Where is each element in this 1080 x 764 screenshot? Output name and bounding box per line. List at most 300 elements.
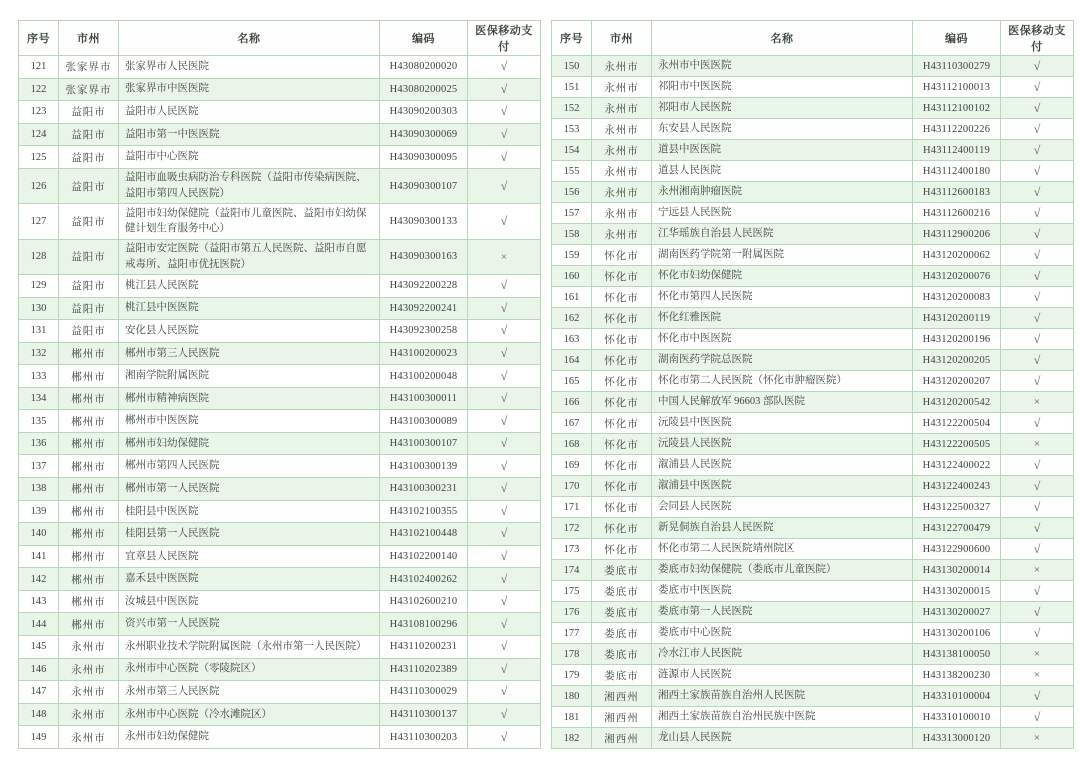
check-mark-icon: √ xyxy=(1033,625,1041,640)
cross-mark-icon: × xyxy=(1033,438,1041,450)
table-row xyxy=(19,681,541,704)
city-cell: 永州市 xyxy=(592,140,652,161)
check-mark-icon: √ xyxy=(500,213,508,228)
check-mark-icon: √ xyxy=(500,661,508,676)
code-cell: H43102600210 xyxy=(380,590,468,613)
serial-cell: 151 xyxy=(552,77,592,98)
name-cell: 永州市中医医院 xyxy=(652,56,913,77)
serial-cell: 144 xyxy=(19,613,59,636)
payment-cell xyxy=(1001,161,1074,182)
payment-cell xyxy=(1001,182,1074,203)
payment-cell xyxy=(1001,287,1074,308)
city-cell: 益阳市 xyxy=(59,123,119,146)
code-cell: H43110200231 xyxy=(380,635,468,658)
serial-cell: 143 xyxy=(19,590,59,613)
payment-cell xyxy=(468,204,541,239)
city-cell: 益阳市 xyxy=(59,168,119,203)
city-cell: 郴州市 xyxy=(59,590,119,613)
check-mark-icon: √ xyxy=(500,126,508,141)
name-cell: 永州职业技术学院附属医院（永州市第一人民医院） xyxy=(119,635,380,658)
city-cell: 怀化市 xyxy=(592,497,652,518)
name-cell: 怀化市中医医院 xyxy=(652,329,913,350)
check-mark-icon: √ xyxy=(500,458,508,473)
code-cell: H43112400119 xyxy=(913,140,1001,161)
table-row xyxy=(19,545,541,568)
code-cell: H43112600183 xyxy=(913,182,1001,203)
code-cell: H43130200106 xyxy=(913,623,1001,644)
code-cell: H43080200020 xyxy=(380,56,468,79)
city-cell: 益阳市 xyxy=(59,297,119,320)
check-mark-icon: √ xyxy=(1033,541,1041,556)
table-row xyxy=(552,203,1074,224)
table-row xyxy=(552,728,1074,749)
check-mark-icon: √ xyxy=(500,706,508,721)
serial-cell: 130 xyxy=(19,297,59,320)
city-cell: 益阳市 xyxy=(59,101,119,124)
name-cell: 湘西土家族苗族自治州人民医院 xyxy=(652,686,913,707)
payment-cell xyxy=(468,500,541,523)
name-cell: 郴州市第四人民医院 xyxy=(119,455,380,478)
check-mark-icon: √ xyxy=(1033,247,1041,262)
code-cell: H43110300029 xyxy=(380,681,468,704)
city-cell: 永州市 xyxy=(59,703,119,726)
table-row xyxy=(19,342,541,365)
serial-cell: 125 xyxy=(19,146,59,169)
name-cell: 沅陵县人民医院 xyxy=(652,434,913,455)
check-mark-icon: √ xyxy=(1033,310,1041,325)
payment-cell xyxy=(468,387,541,410)
table-row xyxy=(19,410,541,433)
name-cell: 益阳市第一中医医院 xyxy=(119,123,380,146)
city-cell: 湘西州 xyxy=(592,686,652,707)
payment-cell xyxy=(1001,728,1074,749)
serial-cell: 124 xyxy=(19,123,59,146)
check-mark-icon: √ xyxy=(1033,478,1041,493)
table-row xyxy=(19,204,541,239)
code-cell: H43112100013 xyxy=(913,77,1001,98)
cross-mark-icon: × xyxy=(1033,648,1041,660)
check-mark-icon: √ xyxy=(500,391,508,406)
table-row xyxy=(552,539,1074,560)
check-mark-icon: √ xyxy=(1033,184,1041,199)
payment-cell xyxy=(1001,518,1074,539)
table-row xyxy=(552,350,1074,371)
check-mark-icon: √ xyxy=(1033,583,1041,598)
table-row xyxy=(552,665,1074,686)
city-cell: 郴州市 xyxy=(59,613,119,636)
name-cell: 郴州市中医医院 xyxy=(119,410,380,433)
table-row xyxy=(552,707,1074,728)
payment-cell xyxy=(1001,350,1074,371)
code-cell: H43100300089 xyxy=(380,410,468,433)
name-cell: 湘西土家族苗族自治州民族中医院 xyxy=(652,707,913,728)
name-cell: 桃江县人民医院 xyxy=(119,274,380,297)
code-cell: H43122400243 xyxy=(913,476,1001,497)
check-mark-icon: √ xyxy=(1033,100,1041,115)
name-cell: 汝城县中医医院 xyxy=(119,590,380,613)
name-cell: 宁远县人民医院 xyxy=(652,203,913,224)
table-row xyxy=(552,140,1074,161)
payment-cell xyxy=(468,56,541,79)
serial-cell: 180 xyxy=(552,686,592,707)
city-cell: 怀化市 xyxy=(592,476,652,497)
check-mark-icon: √ xyxy=(500,368,508,383)
name-cell: 江华瑶族自治县人民医院 xyxy=(652,224,913,245)
column-header-city: 市州 xyxy=(592,21,652,56)
name-cell: 益阳市妇幼保健院（益阳市儿童医院、益阳市妇幼保健计划生育服务中心） xyxy=(119,204,380,239)
check-mark-icon: √ xyxy=(500,684,508,699)
serial-cell: 147 xyxy=(19,681,59,704)
code-cell: H43102100355 xyxy=(380,500,468,523)
table-row xyxy=(19,123,541,146)
name-cell: 张家界市中医医院 xyxy=(119,78,380,101)
city-cell: 郴州市 xyxy=(59,342,119,365)
table-row xyxy=(552,413,1074,434)
column-header-no: 序号 xyxy=(19,21,59,56)
check-mark-icon: √ xyxy=(500,436,508,451)
check-mark-icon: √ xyxy=(1033,142,1041,157)
serial-cell: 173 xyxy=(552,539,592,560)
table-row xyxy=(552,266,1074,287)
table-row xyxy=(552,161,1074,182)
column-header-no: 序号 xyxy=(552,21,592,56)
serial-cell: 166 xyxy=(552,392,592,413)
name-cell: 安化县人民医院 xyxy=(119,320,380,343)
name-cell: 资兴市第一人民医院 xyxy=(119,613,380,636)
code-cell: H43112900206 xyxy=(913,224,1001,245)
payment-cell xyxy=(1001,308,1074,329)
table-row xyxy=(19,168,541,203)
payment-cell xyxy=(468,168,541,203)
table-row xyxy=(552,182,1074,203)
payment-cell xyxy=(1001,98,1074,119)
check-mark-icon: √ xyxy=(500,413,508,428)
payment-cell xyxy=(468,410,541,433)
check-mark-icon: √ xyxy=(500,594,508,609)
check-mark-icon: √ xyxy=(1033,226,1041,241)
table-row xyxy=(552,455,1074,476)
check-mark-icon: √ xyxy=(500,59,508,74)
table-row xyxy=(19,320,541,343)
name-cell: 娄底市妇幼保健院（娄底市儿童医院） xyxy=(652,560,913,581)
code-cell: H43090300133 xyxy=(380,204,468,239)
name-cell: 娄底市中心医院 xyxy=(652,623,913,644)
code-cell: H43138100050 xyxy=(913,644,1001,665)
serial-cell: 128 xyxy=(19,239,59,274)
payment-cell xyxy=(1001,413,1074,434)
payment-cell xyxy=(468,365,541,388)
name-cell: 湘南学院附属医院 xyxy=(119,365,380,388)
payment-cell xyxy=(1001,329,1074,350)
payment-cell xyxy=(1001,266,1074,287)
name-cell: 桂阳县第一人民医院 xyxy=(119,523,380,546)
city-cell: 郴州市 xyxy=(59,455,119,478)
payment-cell xyxy=(1001,686,1074,707)
column-header-pay: 医保移动支付 xyxy=(468,21,541,56)
payment-cell xyxy=(468,590,541,613)
serial-cell: 135 xyxy=(19,410,59,433)
code-cell: H43120200205 xyxy=(913,350,1001,371)
code-cell: H43120200062 xyxy=(913,245,1001,266)
table-row xyxy=(19,703,541,726)
city-cell: 永州市 xyxy=(592,98,652,119)
table-row xyxy=(19,455,541,478)
serial-cell: 182 xyxy=(552,728,592,749)
table-row xyxy=(552,497,1074,518)
table-row xyxy=(552,77,1074,98)
city-cell: 永州市 xyxy=(592,182,652,203)
name-cell: 桂阳县中医医院 xyxy=(119,500,380,523)
payment-cell xyxy=(468,320,541,343)
column-header-code: 编码 xyxy=(913,21,1001,56)
name-cell: 桃江县中医医院 xyxy=(119,297,380,320)
serial-cell: 152 xyxy=(552,98,592,119)
check-mark-icon: √ xyxy=(1033,520,1041,535)
code-cell: H43122200504 xyxy=(913,413,1001,434)
name-cell: 新晃侗族自治县人民医院 xyxy=(652,518,913,539)
check-mark-icon: √ xyxy=(1033,121,1041,136)
column-header-name: 名称 xyxy=(652,21,913,56)
code-cell: H43102200140 xyxy=(380,545,468,568)
payment-cell xyxy=(468,274,541,297)
city-cell: 娄底市 xyxy=(592,560,652,581)
city-cell: 郴州市 xyxy=(59,410,119,433)
check-mark-icon: √ xyxy=(500,481,508,496)
name-cell: 郴州市妇幼保健院 xyxy=(119,432,380,455)
city-cell: 怀化市 xyxy=(592,329,652,350)
hospital-table-right xyxy=(551,20,1074,749)
city-cell: 永州市 xyxy=(59,635,119,658)
check-mark-icon: √ xyxy=(1033,688,1041,703)
name-cell: 湖南医药学院总医院 xyxy=(652,350,913,371)
name-cell: 永州市中心医院（冷水滩院区） xyxy=(119,703,380,726)
payment-cell xyxy=(468,545,541,568)
city-cell: 湘西州 xyxy=(592,707,652,728)
serial-cell: 169 xyxy=(552,455,592,476)
serial-cell: 164 xyxy=(552,350,592,371)
check-mark-icon: √ xyxy=(500,549,508,564)
name-cell: 涟源市人民医院 xyxy=(652,665,913,686)
payment-cell xyxy=(1001,245,1074,266)
payment-cell xyxy=(468,635,541,658)
name-cell: 郴州市第一人民医院 xyxy=(119,478,380,501)
table-row xyxy=(552,476,1074,497)
code-cell: H43130200014 xyxy=(913,560,1001,581)
table-row xyxy=(552,686,1074,707)
column-header-city: 市州 xyxy=(59,21,119,56)
cross-mark-icon: × xyxy=(1033,564,1041,576)
serial-cell: 129 xyxy=(19,274,59,297)
name-cell: 祁阳市人民医院 xyxy=(652,98,913,119)
code-cell: H43122200505 xyxy=(913,434,1001,455)
name-cell: 怀化红雅医院 xyxy=(652,308,913,329)
table-header xyxy=(552,21,1074,56)
table-row xyxy=(19,568,541,591)
payment-cell xyxy=(468,101,541,124)
code-cell: H43130200027 xyxy=(913,602,1001,623)
table-row xyxy=(19,101,541,124)
code-cell: H43112400180 xyxy=(913,161,1001,182)
code-cell: H43102100448 xyxy=(380,523,468,546)
table-row xyxy=(552,434,1074,455)
check-mark-icon: √ xyxy=(500,178,508,193)
table-row xyxy=(19,274,541,297)
city-cell: 怀化市 xyxy=(592,266,652,287)
payment-cell xyxy=(468,297,541,320)
table-row xyxy=(19,635,541,658)
serial-cell: 154 xyxy=(552,140,592,161)
city-cell: 湘西州 xyxy=(592,728,652,749)
table-row xyxy=(19,613,541,636)
payment-cell xyxy=(1001,476,1074,497)
code-cell: H43120200542 xyxy=(913,392,1001,413)
check-mark-icon: √ xyxy=(1033,268,1041,283)
check-mark-icon: √ xyxy=(1033,457,1041,472)
payment-cell xyxy=(1001,371,1074,392)
code-cell: H43120200076 xyxy=(913,266,1001,287)
city-cell: 娄底市 xyxy=(592,602,652,623)
table-row xyxy=(19,478,541,501)
check-mark-icon: √ xyxy=(500,323,508,338)
code-cell: H43313000120 xyxy=(913,728,1001,749)
check-mark-icon: √ xyxy=(500,300,508,315)
check-mark-icon: √ xyxy=(1033,352,1041,367)
city-cell: 永州市 xyxy=(59,658,119,681)
code-cell: H43120200119 xyxy=(913,308,1001,329)
check-mark-icon: √ xyxy=(1033,163,1041,178)
serial-cell: 167 xyxy=(552,413,592,434)
name-cell: 永州市妇幼保健院 xyxy=(119,726,380,749)
serial-cell: 177 xyxy=(552,623,592,644)
code-cell: H43130200015 xyxy=(913,581,1001,602)
city-cell: 怀化市 xyxy=(592,371,652,392)
city-cell: 郴州市 xyxy=(59,387,119,410)
payment-cell xyxy=(1001,644,1074,665)
payment-cell xyxy=(1001,560,1074,581)
code-cell: H43112100102 xyxy=(913,98,1001,119)
name-cell: 郴州市第三人民医院 xyxy=(119,342,380,365)
table-header xyxy=(19,21,541,56)
payment-cell xyxy=(1001,119,1074,140)
payment-cell xyxy=(1001,140,1074,161)
serial-cell: 131 xyxy=(19,320,59,343)
serial-cell: 156 xyxy=(552,182,592,203)
payment-cell xyxy=(468,239,541,274)
serial-cell: 172 xyxy=(552,518,592,539)
serial-cell: 165 xyxy=(552,371,592,392)
city-cell: 怀化市 xyxy=(592,413,652,434)
code-cell: H43100200023 xyxy=(380,342,468,365)
city-cell: 怀化市 xyxy=(592,245,652,266)
serial-cell: 141 xyxy=(19,545,59,568)
serial-cell: 175 xyxy=(552,581,592,602)
table-row xyxy=(19,658,541,681)
table-row xyxy=(19,523,541,546)
table-body xyxy=(552,56,1074,749)
serial-cell: 123 xyxy=(19,101,59,124)
city-cell: 怀化市 xyxy=(592,539,652,560)
serial-cell: 126 xyxy=(19,168,59,203)
payment-cell xyxy=(468,478,541,501)
code-cell: H43310100004 xyxy=(913,686,1001,707)
payment-cell xyxy=(1001,434,1074,455)
city-cell: 益阳市 xyxy=(59,274,119,297)
code-cell: H43122400022 xyxy=(913,455,1001,476)
name-cell: 沅陵县中医医院 xyxy=(652,413,913,434)
code-cell: H43138200230 xyxy=(913,665,1001,686)
cross-mark-icon: × xyxy=(1033,669,1041,681)
name-cell: 怀化市第四人民医院 xyxy=(652,287,913,308)
serial-cell: 179 xyxy=(552,665,592,686)
city-cell: 永州市 xyxy=(592,224,652,245)
table-row xyxy=(19,146,541,169)
code-cell: H43112200226 xyxy=(913,119,1001,140)
serial-cell: 136 xyxy=(19,432,59,455)
payment-cell xyxy=(1001,665,1074,686)
code-cell: H43090300095 xyxy=(380,146,468,169)
serial-cell: 139 xyxy=(19,500,59,523)
serial-cell: 170 xyxy=(552,476,592,497)
city-cell: 郴州市 xyxy=(59,432,119,455)
code-cell: H43092200241 xyxy=(380,297,468,320)
code-cell: H43092300258 xyxy=(380,320,468,343)
check-mark-icon: √ xyxy=(1033,205,1041,220)
table-row xyxy=(19,78,541,101)
code-cell: H43110300279 xyxy=(913,56,1001,77)
payment-cell xyxy=(1001,581,1074,602)
check-mark-icon: √ xyxy=(500,149,508,164)
name-cell: 道县人民医院 xyxy=(652,161,913,182)
table-body xyxy=(19,56,541,749)
column-header-code: 编码 xyxy=(380,21,468,56)
name-cell: 益阳市血吸虫病防治专科医院（益阳市传染病医院、益阳市第四人民医院） xyxy=(119,168,380,203)
table-row xyxy=(552,371,1074,392)
payment-cell xyxy=(1001,602,1074,623)
payment-cell xyxy=(1001,539,1074,560)
name-cell: 益阳市中心医院 xyxy=(119,146,380,169)
serial-cell: 174 xyxy=(552,560,592,581)
table-row xyxy=(552,560,1074,581)
city-cell: 娄底市 xyxy=(592,623,652,644)
serial-cell: 137 xyxy=(19,455,59,478)
code-cell: H43100300139 xyxy=(380,455,468,478)
city-cell: 张家界市 xyxy=(59,78,119,101)
name-cell: 怀化市第二人民医院靖州院区 xyxy=(652,539,913,560)
check-mark-icon: √ xyxy=(1033,58,1041,73)
check-mark-icon: √ xyxy=(500,639,508,654)
city-cell: 郴州市 xyxy=(59,365,119,388)
code-cell: H43092200228 xyxy=(380,274,468,297)
serial-cell: 162 xyxy=(552,308,592,329)
city-cell: 怀化市 xyxy=(592,455,652,476)
table-row xyxy=(19,726,541,749)
column-header-pay: 医保移动支付 xyxy=(1001,21,1074,56)
serial-cell: 160 xyxy=(552,266,592,287)
city-cell: 娄底市 xyxy=(592,581,652,602)
check-mark-icon: √ xyxy=(500,729,508,744)
serial-cell: 138 xyxy=(19,478,59,501)
check-mark-icon: √ xyxy=(500,278,508,293)
table-row xyxy=(552,245,1074,266)
column-header-name: 名称 xyxy=(119,21,380,56)
header-row xyxy=(19,21,541,56)
serial-cell: 176 xyxy=(552,602,592,623)
code-cell: H43122500327 xyxy=(913,497,1001,518)
check-mark-icon: √ xyxy=(500,616,508,631)
code-cell: H43108100296 xyxy=(380,613,468,636)
code-cell: H43122700479 xyxy=(913,518,1001,539)
table-row xyxy=(19,56,541,79)
